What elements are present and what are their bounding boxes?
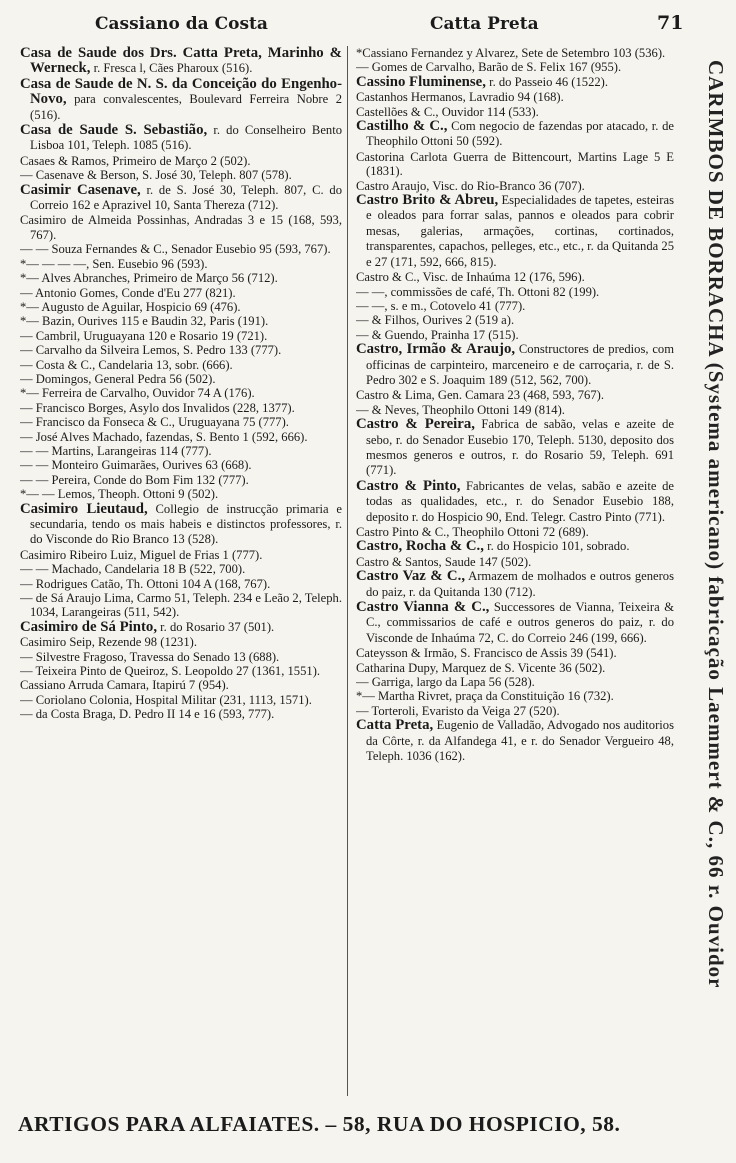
directory-entry (20, 502, 342, 548)
entry-details: *— Bazin, Ourives 115 e Baudin 32, Paris (191). (20, 314, 269, 329)
directory-entry (356, 328, 674, 342)
entry-details: — Garriga, largo da Lapa 56 (528). (356, 675, 535, 690)
entry-name: Casa de Saude dos Drs. Catta Preta, Marinho & Werneck, (20, 46, 342, 77)
entry-details: Castro & C., Visc. de Inhaúma 12 (176, 596). (356, 270, 585, 285)
directory-entry (356, 661, 674, 675)
entry-details: Especialidades de tapetes, esteiras e oleados para forrar salas, pannos e oleados para cobrir mesas, galerias, armações, cortinas, cortinados, transparentes, capachos, pelleges, etc., etc., r. da Quitanda 25 e 27 (171, 592, 666, 815). (366, 193, 674, 269)
entry-details: — & Guendo, Prainha 17 (515). (356, 327, 519, 342)
entry-name: Castro, Rocha & C., (356, 538, 484, 555)
directory-entry (20, 707, 342, 721)
entry-details: Constructores de predios, com officinas de carpinteiro, marceneiro e de carroçaria, r. de S. Pedro 302 e S. Joaquim 189 (512, 562, 700). (366, 342, 674, 387)
entry-details: — — Pereira, Conde do Bom Fim 132 (777). (20, 472, 249, 487)
directory-entry (356, 718, 674, 764)
directory-entry (20, 329, 342, 343)
directory-entry (20, 430, 342, 444)
entry-name: Castro Vaz & C., (356, 568, 466, 585)
entry-details: Castanhos Hermanos, Lavradio 94 (168). (356, 90, 564, 105)
directory-entry (356, 704, 674, 718)
right-column (356, 46, 674, 1096)
directory-entry (20, 314, 342, 328)
directory-entry (20, 444, 342, 458)
entry-details: — Cambril, Uruguayana 120 e Rosario 19 (721). (20, 328, 268, 343)
entry-details: — — Machado, Candelaria 18 B (522, 700). (20, 562, 246, 577)
entry-details: Fabrica de sabão, velas e azeite de sebo, r. do Senador Eusebio 170, Teleph. 5130, deposito dos mesmos generos e outros, r. do Rosario 59, Teleph. 691 (771). (366, 417, 674, 478)
entry-details: para convalescentes, Boulevard Ferreira Nobre 2 (516). (30, 92, 342, 122)
directory-entry (20, 286, 342, 300)
entry-details: r. do Rosario 37 (501). (157, 619, 275, 634)
entry-details: — de Sá Araujo Lima, Carmo 51, Teleph. 234 e Leão 2, Teleph. 1034, Larangeiras (511, 542). (20, 591, 342, 620)
entry-details: — —, s. e m., Cotovelo 41 (777). (356, 298, 526, 313)
directory-entry (20, 358, 342, 372)
left-column (20, 46, 342, 1096)
entry-details: — Silvestre Fragoso, Travessa do Senado 13 (688). (20, 649, 280, 664)
directory-entry (356, 285, 674, 299)
header-left-name: Cassiano da Costa (95, 14, 268, 34)
directory-entry (20, 300, 342, 314)
entry-name: Casimiro Lieutaud, (20, 500, 148, 517)
directory-entry (20, 664, 342, 678)
entry-details: Com negocio de fazendas por atacado, r. de Theophilo Ottoni 50 (592). (366, 119, 674, 149)
directory-entry (356, 689, 674, 703)
entry-details: *— Augusto de Aguilar, Hospicio 69 (476). (20, 299, 241, 314)
entry-details: — & Neves, Theophilo Ottoni 149 (814). (356, 402, 565, 417)
directory-entry (20, 650, 342, 664)
entry-details: — — Souza Fernandes & C., Senador Eusebio 95 (593, 767). (20, 242, 331, 257)
entry-name: Castro Vianna & C., (356, 599, 490, 616)
entry-details: Castorina Carlota Guerra de Bittencourt, Martins Lage 5 E (1831). (356, 149, 674, 179)
entry-details: *Cassiano Fernandez y Alvarez, Sete de Setembro 103 (536). (356, 46, 666, 60)
entry-details: Catharina Dupy, Marquez de S. Vicente 36 (502). (356, 660, 606, 675)
directory-entry (20, 548, 342, 562)
entry-details: — Carvalho da Silveira Lemos, S. Pedro 133 (777). (20, 343, 282, 358)
directory-entry (20, 343, 342, 357)
directory-entry (20, 591, 342, 620)
directory-entry (20, 154, 342, 168)
entry-details: — — Martins, Larangeiras 114 (777). (20, 443, 212, 458)
entry-details: Successores de Vianna, Teixeira & C., commissarios de café e outros generos do paiz, r. do Visconde de Inhaúma 72, C. do Correio 246 (199, 666). (366, 600, 674, 645)
entry-details: r. de S. José 30, Teleph. 807, C. do Correio 162 e Aprazivel 10, Santa Thereza (712). (30, 182, 342, 213)
entry-details: — José Alves Machado, fazendas, S. Bento 1 (592, 666). (20, 429, 308, 444)
directory-entry (20, 620, 342, 635)
directory-entry (356, 342, 674, 388)
entry-details: *— Martha Rivret, praça da Constituição 16 (732). (356, 689, 614, 704)
entry-details: — Antonio Gomes, Conde d'Eu 277 (821). (20, 285, 236, 300)
directory-entry (356, 675, 674, 689)
directory-entry (356, 479, 674, 525)
entry-details: — Costa & C., Candelaria 13, sobr. (666). (20, 357, 233, 372)
directory-entry (20, 372, 342, 386)
entry-details: — Casenave & Berson, S. José 30, Teleph. 807 (578). (20, 168, 292, 183)
directory-entry (20, 401, 342, 415)
directory-entry (356, 403, 674, 417)
entry-details: Castro & Lima, Gen. Camara 23 (468, 593, 767). (356, 388, 604, 403)
entry-name: Castro Brito & Abreu, (356, 192, 499, 209)
directory-entry (20, 183, 342, 214)
directory-entry (356, 179, 674, 193)
directory-entry (356, 105, 674, 119)
entry-name: Casa de Saude S. Sebastião, (20, 122, 208, 139)
entry-name: Castro & Pereira, (356, 416, 475, 433)
entry-details: Casimiro Seip, Rezende 98 (1231). (20, 635, 197, 650)
directory-entry (356, 646, 674, 660)
entry-details: — & Filhos, Ourives 2 (519 a). (356, 313, 515, 328)
side-advertisement (678, 60, 726, 1060)
entry-details: Castellões & C., Ouvidor 114 (533). (356, 104, 539, 119)
directory-entry (20, 77, 342, 123)
side-advertisement-text: CARIMBOS DE BORRACHA (Systema americano) fabricação Laemmert & C., 66 r. Ouvidor (704, 60, 728, 989)
directory-entry (20, 678, 342, 692)
header-center-name: Catta Preta (430, 14, 539, 34)
directory-entry (20, 458, 342, 472)
entry-details: r. do Conselheiro Bento Lisboa 101, Teleph. 1085 (516). (30, 123, 342, 153)
directory-entry (356, 75, 674, 90)
entry-details: *— — — —, Sen. Eusebio 96 (593). (20, 256, 208, 271)
page-header (0, 10, 736, 40)
entry-details: r. do Passeio 46 (1522). (485, 74, 609, 89)
entry-details: — Rodrigues Catão, Th. Ottoni 104 A (168, 767). (20, 576, 271, 591)
entry-details: — Teixeira Pinto de Queiroz, S. Leopoldo 27 (1361, 1551). (20, 664, 321, 679)
entry-name: Castro, Irmão & Araujo, (356, 341, 516, 358)
entry-details: Casimiro de Almeida Possinhas, Andradas 3 e 15 (168, 593, 767). (20, 213, 342, 242)
entry-name: Catta Preta, (356, 717, 434, 734)
entry-details: — — Monteiro Guimarães, Ourives 63 (668). (20, 458, 252, 473)
entry-name: Castro & Pinto, (356, 477, 461, 494)
directory-entry (356, 46, 674, 60)
entry-name: Casa de Saude de N. S. da Conceição do Engenho-Novo, (20, 75, 342, 108)
entry-details: Eugenio de Valladão, Advogado nos auditorios da Côrte, r. da Alfandega 41, e r. do Senador Vergueiro 48, Teleph. 1036 (162). (366, 718, 674, 764)
entry-details: — Domingos, General Pedra 56 (502). (20, 371, 216, 386)
entry-details: — Torteroli, Evaristo da Veiga 27 (520). (356, 703, 560, 718)
directory-entry (356, 90, 674, 104)
directory-entry (20, 693, 342, 707)
directory-entry (356, 193, 674, 270)
entry-details: Casimiro Ribeiro Luiz, Miguel de Frias 1 (777). (20, 547, 263, 562)
directory-entry (20, 257, 342, 271)
directory-entry (356, 313, 674, 327)
directory-entry (20, 168, 342, 182)
directory-entry (20, 635, 342, 649)
entry-details: r. Fresca l, Cães Pharoux (516). (90, 61, 253, 76)
directory-entry (20, 415, 342, 429)
entry-name: Cassino Fluminense, (356, 73, 486, 90)
entry-details: Cateysson & Irmão, S. Francisco de Assis 39 (541). (356, 646, 617, 661)
directory-entry (356, 555, 674, 569)
directory-entry (356, 417, 674, 479)
entry-details: Collegio de instrucção primaria e secundaria, tendo os mais habeis e distinctos professores, r. do Visconde do Rio Branco 13 (528). (30, 501, 342, 547)
entry-details: Castro Pinto & C., Theophilo Ottoni 72 (689). (356, 525, 589, 539)
footer-advertisement: ARTIGOS PARA ALFAIATES. – 58, RUA DO HOSPICIO, 58. (18, 1112, 621, 1136)
directory-entry (20, 473, 342, 487)
entry-details: Castro Araujo, Visc. do Rio-Branco 36 (707). (356, 178, 585, 193)
entry-details: Castro & Santos, Saude 147 (502). (356, 554, 532, 569)
column-divider (347, 46, 348, 1096)
entry-details: — —, commissões de café, Th. Ottoni 82 (199). (356, 284, 600, 299)
entry-name: Casimiro de Sá Pinto, (20, 618, 158, 635)
directory-entry (20, 562, 342, 576)
entry-details: *— Alves Abranches, Primeiro de Março 56 (712). (20, 271, 278, 286)
directory-entry (356, 525, 674, 539)
directory-entry (356, 270, 674, 284)
directory-entry (356, 60, 674, 74)
entry-details: Armazem de molhados e outros generos do paiz, r. da Quitanda 130 (712). (366, 569, 674, 599)
entry-details: r. do Hospicio 101, sobrado. (483, 539, 630, 554)
directory-entry (356, 299, 674, 313)
entry-details: — Francisco da Fonseca & C., Uruguayana 75 (777). (20, 415, 289, 430)
entry-name: Casimir Casenave, (20, 181, 141, 198)
entry-details: — Coriolano Colonia, Hospital Militar (231, 1113, 1571). (20, 692, 312, 707)
directory-entry (356, 569, 674, 600)
directory-entry (356, 388, 674, 402)
directory-entry (20, 271, 342, 285)
entry-details: Cassiano Arruda Camara, Itapirú 7 (954). (20, 678, 229, 693)
entry-details: *— — Lemos, Theoph. Ottoni 9 (502). (20, 487, 219, 502)
entry-details: — Francisco Borges, Asylo dos Invalidos (228, 1377). (20, 400, 295, 415)
directory-entry (20, 577, 342, 591)
directory-entry (356, 119, 674, 150)
directory-entry (356, 150, 674, 179)
directory-entry (20, 123, 342, 154)
directory-entry (20, 386, 342, 400)
directory-entry (20, 46, 342, 77)
entry-details: — Gomes de Carvalho, Barão de S. Felix 167 (955). (356, 60, 622, 75)
directory-entry (356, 600, 674, 646)
entry-details: Casaes & Ramos, Primeiro de Março 2 (502). (20, 153, 251, 168)
directory-entry (20, 242, 342, 256)
entry-details: Fabricantes de velas, sabão e azeite de todas as qualidades, etc., r. do Senador Eusebio 188, deposito r. do Hospicio 90, End. Telegr. Castro Pinto (771). (366, 478, 674, 524)
directory-entry (356, 539, 674, 554)
directory-entry (20, 213, 342, 242)
entry-details: *— Ferreira de Carvalho, Ouvidor 74 A (176). (20, 386, 255, 401)
entry-details: — da Costa Braga, D. Pedro II 14 e 16 (593, 777). (20, 707, 275, 722)
directory-entry (20, 487, 342, 501)
entry-name: Castilho & C., (356, 118, 448, 135)
page-number: 71 (657, 12, 684, 34)
